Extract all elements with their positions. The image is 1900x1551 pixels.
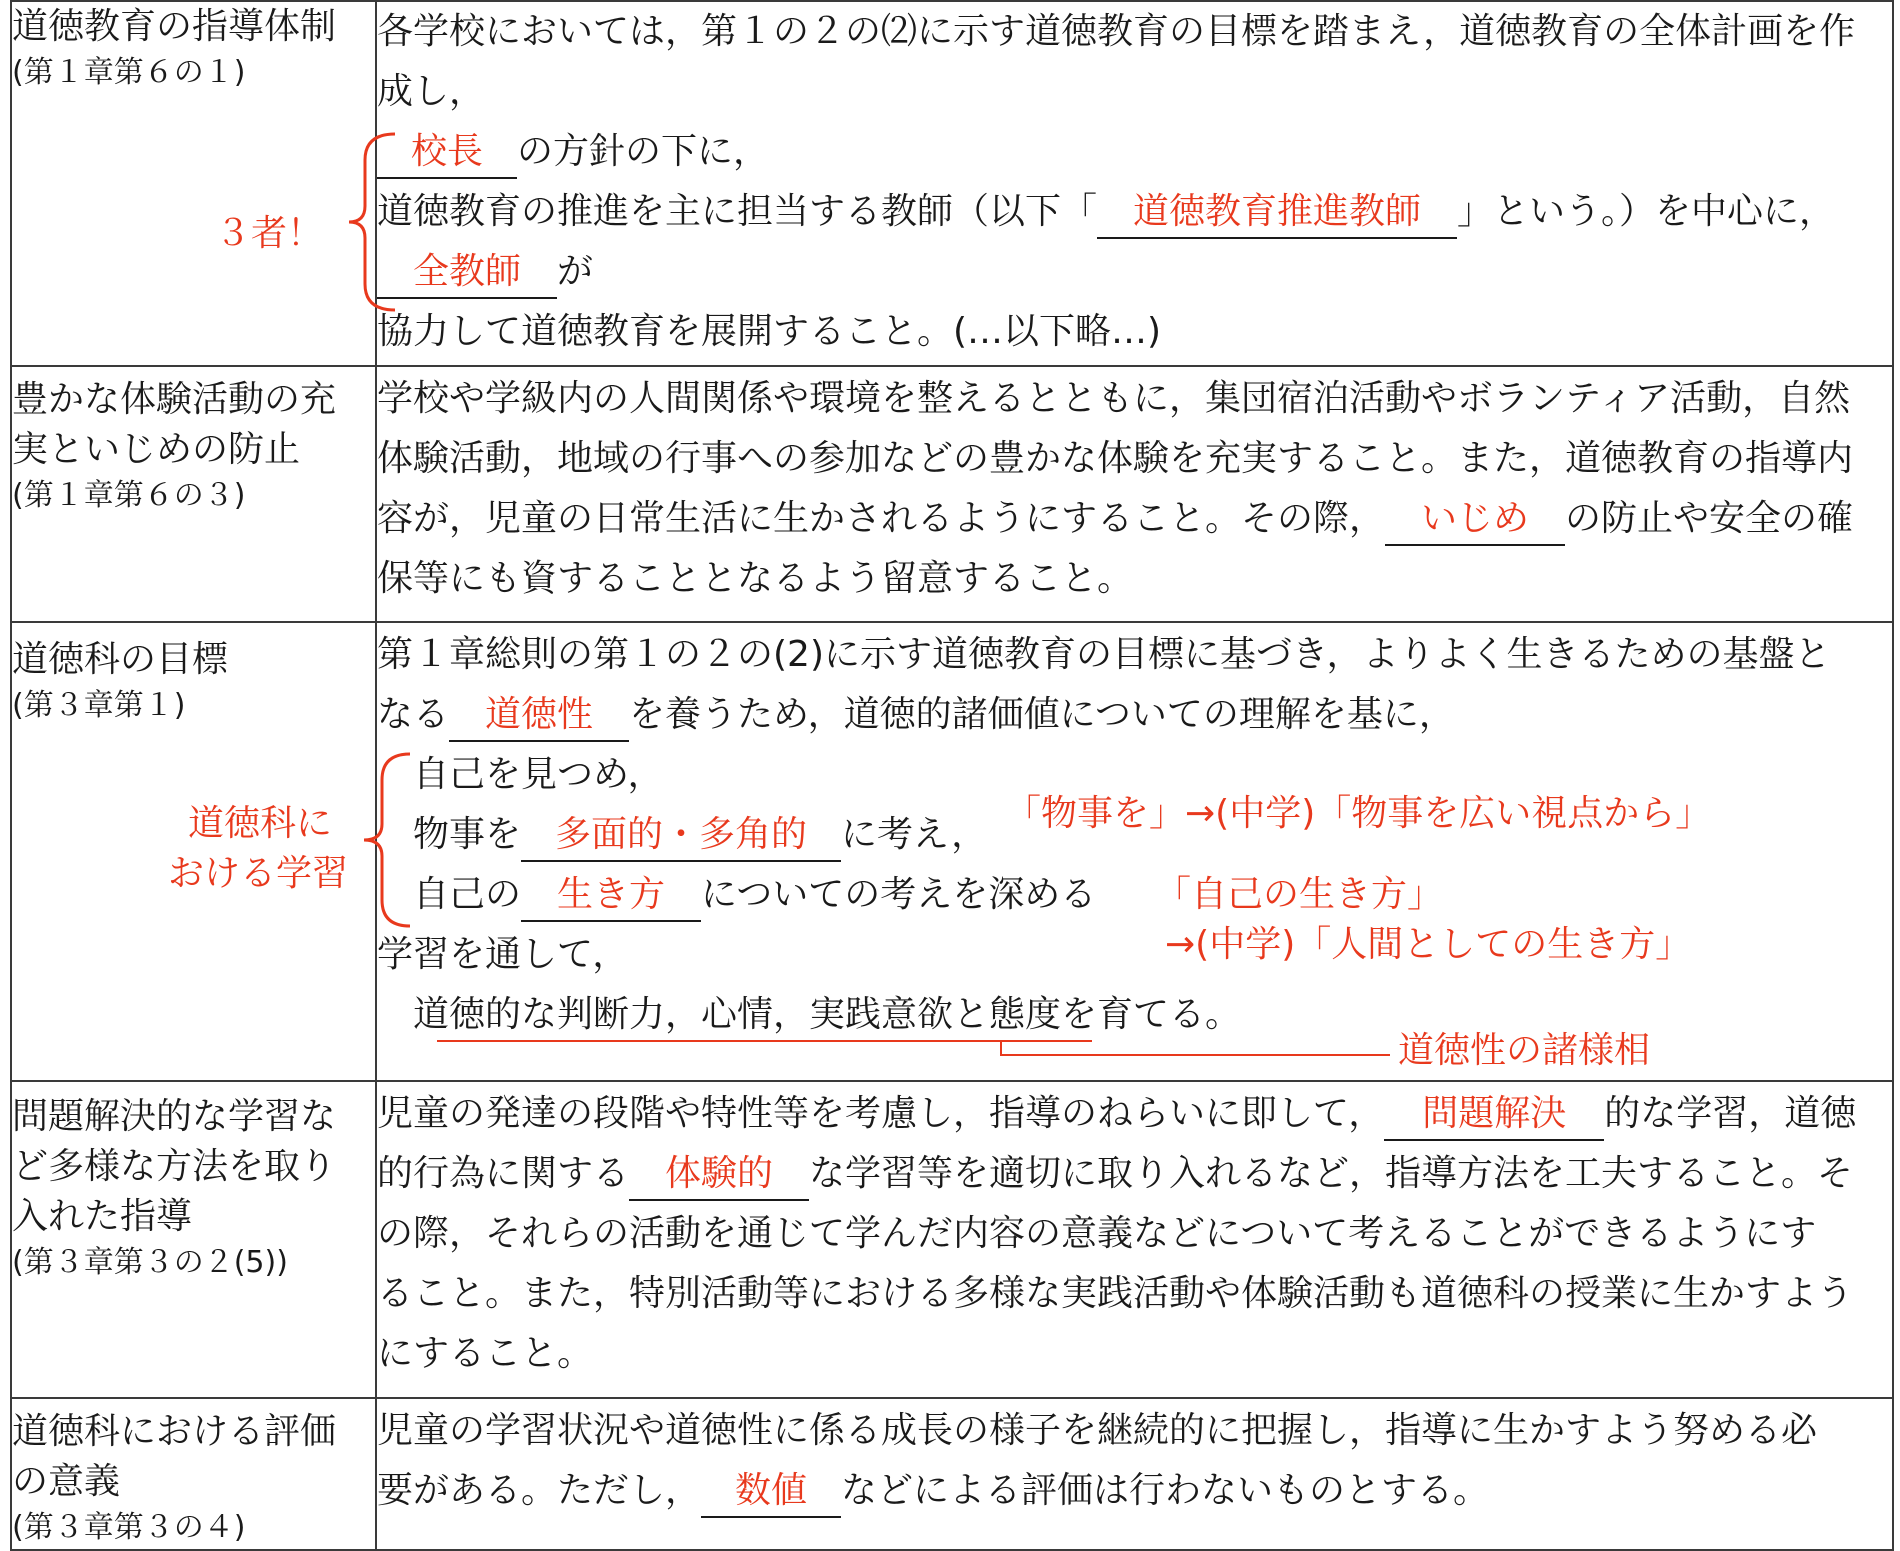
content-line: 校長 の方針の下に， (377, 122, 1892, 182)
table-row (11, 366, 1893, 622)
aspects-tick (1000, 1040, 1002, 1054)
topic-reference: (第１章第６の１) (12, 55, 246, 90)
answer-blank: 多面的・多角的 (521, 810, 841, 862)
content-line: にすること。 (377, 1333, 594, 1374)
topic-cell (11, 366, 376, 622)
learning-note-line2: おける学習 (168, 853, 349, 894)
brace-three-parties-icon (345, 130, 405, 315)
content-cell (376, 1, 1893, 366)
content-line: 全教師 が (377, 242, 1892, 302)
topic-title: 道徳科の目標 (12, 639, 229, 680)
content-line: 物事を 多面的・多角的 に考え， (377, 805, 1892, 865)
topic-reference: (第１章第６の３) (12, 478, 246, 513)
content-cell (376, 1081, 1893, 1398)
topic-cell (11, 1081, 376, 1398)
answer-blank: 道徳性 (449, 690, 629, 742)
content-line: の際，それらの活動を通じて学んだ内容の意義などについて考えることができるようにす (377, 1213, 1817, 1254)
aspects-underline (437, 1040, 1092, 1042)
content-line: 道徳的な判断力，心情，実践意欲と態度を育てる。 (413, 994, 1242, 1035)
self-note-2: →(中学)「人間としての生き方」 (1165, 924, 1692, 965)
answer-blank: 全教師 (377, 247, 557, 299)
answer-blank: 数値 (701, 1466, 841, 1518)
aspects-connector (1000, 1054, 1390, 1056)
content-line: 成し， (377, 71, 486, 112)
answer-blank: 道徳教育推進教師 (1097, 187, 1457, 239)
things-note: 「物事を」→(中学)「物事を広い視点から」 (1005, 793, 1712, 834)
topic-reference: (第３章第３の２(5)) (12, 1245, 288, 1280)
answer-blank: 体験的 (629, 1149, 809, 1201)
topic-cell (11, 1398, 376, 1550)
topic-title: 豊かな体験活動の充 (12, 379, 337, 420)
topic-cell (11, 1, 376, 366)
content-line: 体験活動，地域の行事への参加などの豊かな体験を充実すること。また，道徳教育の指導内 (377, 438, 1854, 479)
answer-blank: 校長 (377, 127, 517, 179)
aspects-note: 道徳性の諸様相 (1398, 1030, 1651, 1071)
topic-title: ど多様な方法を取り (12, 1146, 337, 1187)
answer-blank: 問題解決 (1384, 1089, 1604, 1141)
content-line: 道徳教育の推進を主に担当する教師（以下「 道徳教育推進教師 」という。）を中心に， (377, 182, 1892, 242)
content-line: 要がある。ただし， 数値 などによる評価は行わないものとする。 (377, 1461, 1892, 1521)
content-line: 児童の学習状況や道徳性に係る成長の様子を継続的に把握し，指導に生かすよう努める必 (377, 1410, 1818, 1451)
content-line: 児童の発達の段階や特性等を考慮し，指導のねらいに即して， 問題解決 的な学習，道徳 (377, 1084, 1892, 1144)
topic-title: 道徳教育の指導体制 (12, 6, 337, 47)
content-line: 的行為に関する 体験的 な学習等を適切に取り入れるなど，指導方法を工夫すること。そ (377, 1144, 1892, 1204)
content-line: 各学校においては，第１の２の⑵に示す道徳教育の目標を踏まえ，道徳教育の全体計画を作 (377, 11, 1856, 52)
content-line: 第１章総則の第１の２の(2)に示す道徳教育の目標に基づき，よりよく生きるための基盤と (377, 634, 1831, 675)
content-line: 自己の 生き方 についての考えを深める (377, 865, 1892, 925)
learning-note-line1: 道徳科に (188, 803, 333, 844)
three-parties-note: ３者！ (215, 213, 324, 254)
content-line: 学校や学級内の人間関係や環境を整えるとともに，集団宿泊活動やボランティア活動，自然 (377, 378, 1851, 419)
topic-title: 入れた指導 (12, 1196, 193, 1237)
content-line: 自己を見つめ， (413, 754, 664, 795)
answer-blank: 生き方 (521, 870, 701, 922)
topic-title: 実といじめの防止 (12, 429, 301, 470)
table-row (11, 1398, 1893, 1550)
topic-title: 道徳科における評価 (12, 1411, 337, 1452)
topic-title: 問題解決的な学習な (12, 1096, 337, 1137)
content-line: 保等にも資することとなるよう留意すること。 (377, 558, 1134, 599)
content-line: 容が，児童の日常生活に生かされるようにすること。その際， いじめ の防止や安全の確 (377, 489, 1892, 549)
table-row (11, 1, 1893, 366)
answer-blank: いじめ (1385, 494, 1565, 546)
content-line: 学習を通して， (377, 934, 629, 975)
content-line: 協力して道徳教育を展開すること。(…以下略…) (377, 311, 1162, 352)
content-cell (376, 366, 1893, 622)
content-line: ること。また，特別活動等における多様な実践活動や体験活動も道徳科の授業に生かすよう (377, 1273, 1854, 1314)
self-note-1: 「自己の生き方」 (1155, 874, 1444, 915)
topic-title: の意義 (12, 1461, 121, 1502)
content-line: なる 道徳性 を養うため，道徳的諸価値についての理解を基に， (377, 685, 1892, 745)
table-row (11, 1081, 1893, 1398)
topic-reference: (第３章第１) (12, 688, 186, 723)
content-cell (376, 1398, 1893, 1550)
brace-learning-icon (360, 750, 420, 930)
content-cell (376, 622, 1893, 1081)
topic-reference: (第３章第３の４) (12, 1510, 246, 1545)
